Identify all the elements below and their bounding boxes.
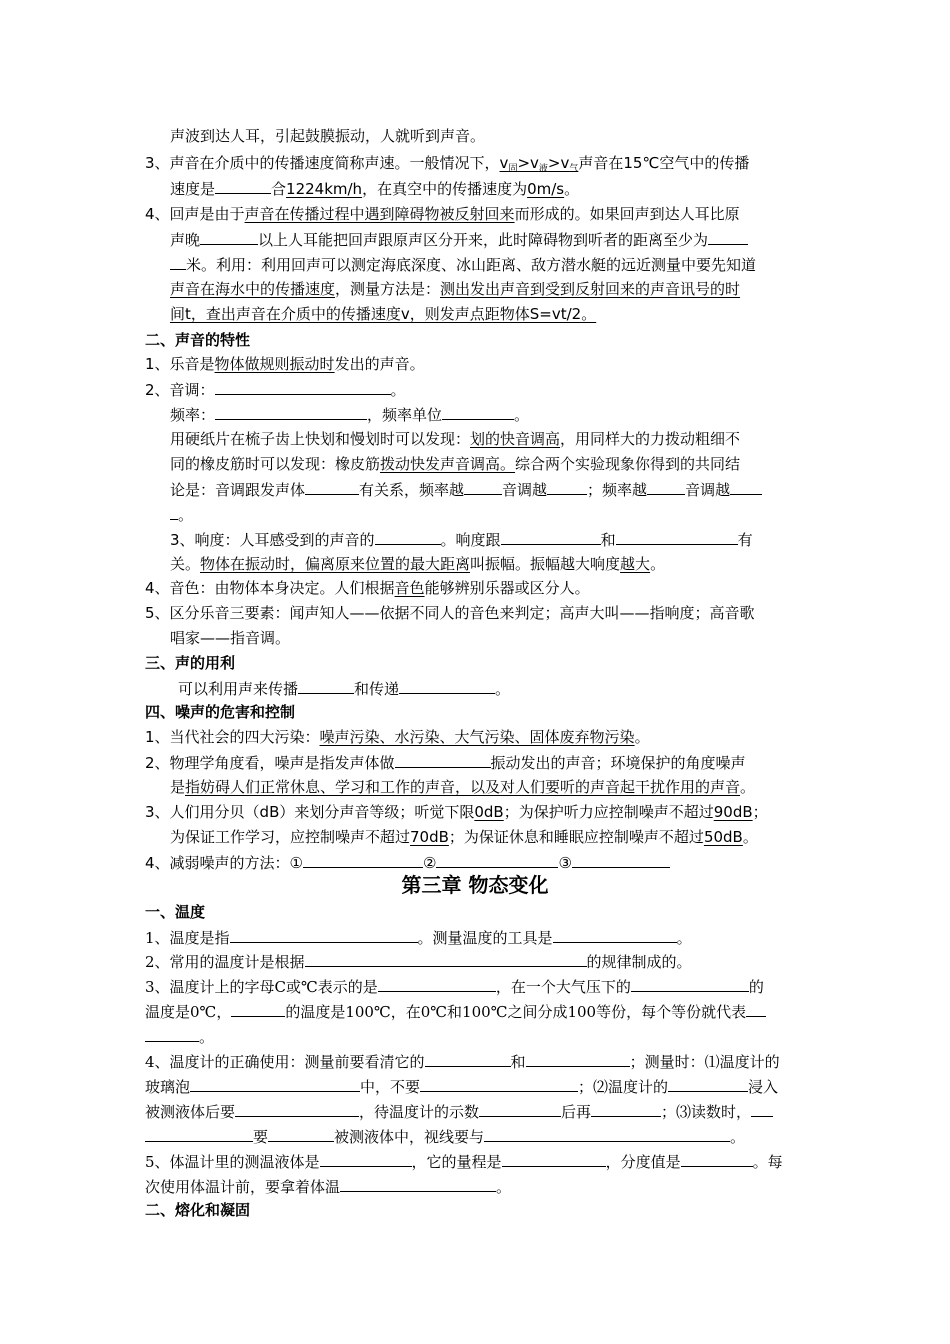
blank	[547, 479, 587, 495]
blank	[553, 927, 677, 943]
blank	[395, 752, 491, 768]
blank	[378, 976, 496, 992]
thermometer-usage-line: 4、温度计的正确使用：测量前要看清它的 和 ；测量时：⑴温度计的	[145, 1053, 780, 1071]
blank	[230, 927, 418, 943]
blank	[730, 479, 762, 495]
blank	[145, 1026, 199, 1042]
clinical-thermometer-line2: 次使用体温计前，要拿着体温 。	[145, 1178, 512, 1196]
blank	[751, 1101, 773, 1117]
blank	[425, 1051, 511, 1067]
pitch-experiment-line2: 同的橡皮筋时可以发现：橡皮筋拨动快发声音调高。综合两个实验现象你得到的共同结	[170, 455, 741, 473]
decibel-line2: 为保证工作学习，应控制噪声不超过70dB；为保证休息和睡眠应控制噪声不超过50dB。	[170, 828, 758, 846]
blank	[502, 1151, 606, 1167]
section-heading: 一、温度	[145, 903, 206, 921]
noise-definition-line2: 是指妨碍人们正常休息、学习和工作的声音，以及对人们要听的声音起干扰作用的声音。	[170, 778, 756, 796]
sound-speed-para: 3、声音在介质中的传播速度简称声速。一般情况下，$v_固>v_液>v_气$声音在15℃空气中的传播	[145, 154, 750, 174]
blank	[215, 379, 391, 395]
blank	[591, 1101, 661, 1117]
blank	[631, 976, 749, 992]
blank	[501, 529, 601, 545]
echo-line3: 米。利用：利用回声可以测定海底深度、冰山距离、敌方潜水艇的远近测量中要先知道	[170, 254, 810, 275]
chapter-title: 第三章 物态变化	[401, 873, 549, 897]
blank	[170, 254, 186, 270]
loudness-line: 3、响度：人耳感受到的声音的 。响度跟 和 有	[170, 531, 753, 549]
sound-use-line: 可以利用声来传播 和传递 。	[178, 680, 511, 698]
section-heading: 二、熔化和凝固	[145, 1201, 251, 1219]
blank	[681, 1151, 753, 1167]
echo-line2: 声晚 以上人耳能把回声跟原声区分开来，此时障碍物到听者的距离至少为	[170, 229, 810, 250]
blank	[215, 178, 271, 194]
blank	[399, 678, 495, 694]
thermometer-usage-line2: 玻璃泡 中，不要 ；⑵温度计的 浸入	[145, 1078, 779, 1096]
pitch-experiment-line4: 。	[170, 504, 810, 525]
pollution-line: 1、当代社会的四大污染：噪声污染、水污染、大气污染、固体废弃物污染。	[145, 728, 650, 746]
blank	[572, 852, 670, 868]
blank	[616, 529, 738, 545]
sound-hearing-line: 声波到达人耳，引起鼓膜振动，人就听到声音。	[170, 127, 486, 145]
thermometer-principle-line: 2、常用的温度计是根据 的规律制成的。	[145, 953, 692, 971]
blank	[305, 951, 587, 967]
echo-line5: 间t，查出声音在介质中的传播速度v，则发声点距物体S=vt/2。	[170, 305, 597, 323]
three-elements-line2: 唱家——指音调。	[170, 629, 291, 647]
blank	[200, 229, 258, 245]
thermometer-usage-line4: 要 被测液体中，视线要与 。	[145, 1126, 810, 1147]
echo-para: 4、回声是由于声音在传播过程中遇到障碍物被反射回来而形成的。如果回声到达人耳比原	[145, 205, 740, 223]
noise-definition-line: 2、物理学角度看，噪声是指发声体做 振动发出的声音；环境保护的角度噪声	[145, 754, 746, 772]
blank	[340, 1176, 496, 1192]
celsius-line3: 。	[145, 1026, 810, 1047]
pitch-line: 2、音调： 。	[145, 381, 406, 399]
thermometer-usage-line3: 被测液体后要 ，待温度计的示数 后再 ；⑶读数时，	[145, 1101, 810, 1122]
noise-reduction-line: 4、减弱噪声的方法：① ② ③	[145, 852, 810, 873]
blank	[320, 1151, 412, 1167]
timbre-line: 4、音色：由物体本身决定。人们根据音色能够辨别乐器或区分人。	[145, 579, 590, 597]
musical-sound-line: 1、乐音是物体做规则振动时发出的声音。	[145, 355, 425, 373]
blank	[268, 1126, 334, 1142]
celsius-line: 3、温度计上的字母C或℃表示的是 ，在一个大气压下的 的	[145, 978, 764, 996]
blank	[298, 678, 354, 694]
frequency-line: 频率： ，频率单位 。	[170, 406, 530, 424]
blank	[231, 1001, 285, 1017]
blank	[420, 1076, 578, 1092]
blank	[375, 529, 441, 545]
blank	[170, 504, 178, 520]
blank	[305, 479, 359, 495]
blank	[479, 1101, 561, 1117]
blank	[668, 1076, 748, 1092]
section-heading: 二、声音的特性	[145, 331, 251, 349]
blank	[442, 404, 514, 420]
section-heading: 三、声的用利	[145, 654, 236, 672]
pitch-experiment-line3: 论是：音调跟发声体 有关系，频率越 音调越 ；频率越 音调越	[170, 479, 810, 500]
blank	[647, 479, 685, 495]
clinical-thermometer-line: 5、体温计里的测温液体是 ，它的量程是 ，分度值是 。每	[145, 1153, 783, 1171]
section-heading: 四、噪声的危害和控制	[145, 703, 296, 721]
blank	[526, 1051, 630, 1067]
blank	[235, 1101, 359, 1117]
blank	[215, 404, 367, 420]
blank	[746, 1001, 766, 1017]
blank	[484, 1126, 730, 1142]
blank	[464, 479, 502, 495]
temperature-def-line: 1、温度是指 。测量温度的工具是 。	[145, 929, 692, 947]
blank	[436, 852, 558, 868]
sound-speed-line2: 速度是 合1224km/h，在真空中的传播速度为0m/s。	[170, 180, 580, 198]
pitch-experiment-line1: 用硬纸片在梳子齿上快划和慢划时可以发现：划的快音调高，用同样大的力拨动粗细不	[170, 430, 741, 448]
echo-line4: 声音在海水中的传播速度，测量方法是：测出发出声音到受到反射回来的声音讯号的时	[170, 280, 741, 298]
blank	[190, 1076, 360, 1092]
decibel-line: 3、人们用分贝（dB）来划分声音等级；听觉下限0dB；为保护听力应控制噪声不超过90dB；	[145, 803, 768, 821]
blank	[708, 229, 748, 245]
loudness-line2: 关。物体在振动时，偏离原来位置的最大距离叫振幅。振幅越大响度越大。	[170, 555, 666, 573]
celsius-line2: 温度是0℃， 的温度是100℃，在0℃和100℃之间分成100等份，每个等份就代表	[145, 1001, 810, 1022]
blank	[303, 852, 423, 868]
blank	[145, 1126, 253, 1142]
three-elements-line: 5、区分乐音三要素：闻声知人——依据不同人的音色来判定；高声大叫——指响度；高音歌	[145, 604, 755, 622]
